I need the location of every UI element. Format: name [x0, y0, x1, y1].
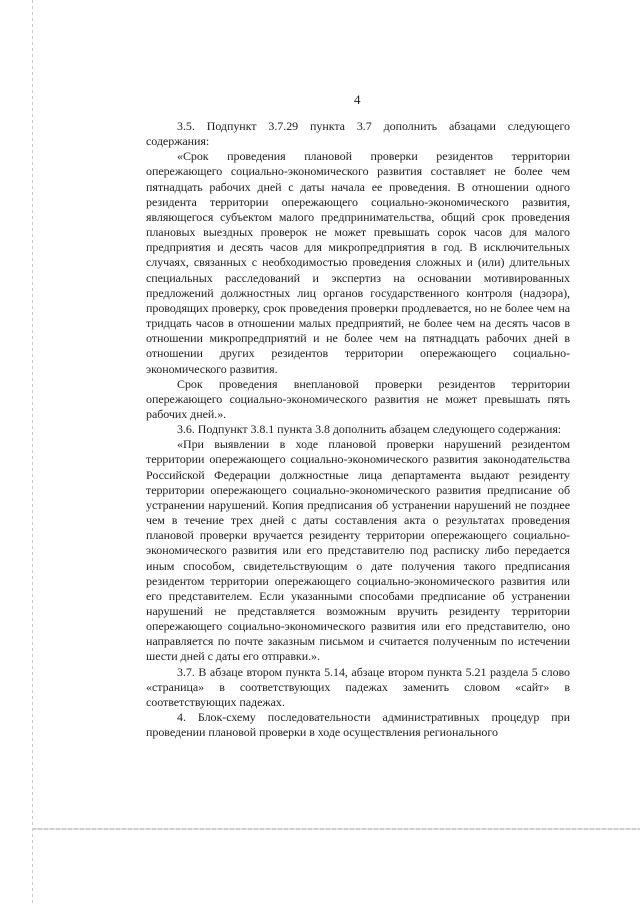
- paragraph-3-5: 3.5. Подпункт 3.7.29 пункта 3.7 дополнить абзацами следующего содержания:: [146, 119, 570, 149]
- scan-bottom-edge: [32, 828, 640, 830]
- paragraph-3-7: 3.7. В абзаце втором пункта 5.14, абзаце втором пункта 5.21 раздела 5 слово «страница» в соответствующих падежах заменить словом «сайт» в соответствующих падежах.: [146, 664, 570, 709]
- scan-left-edge: [32, 0, 33, 905]
- paragraph-planned-inspection-term: «Срок проведения плановой проверки резидентов территории опережающего социально-экономического развития составляет не более чем пятнадцать рабочих дней с даты начала ее проведения. В отношении одного резидента территории опережающего социально-экономического развития, являющегося субъектом малого предпринимательства, общий срок проведения плановых выездных проверок не может превышать сорок часов для малого предприятия и десять часов для микропредприятия в год. В исключительных случаях, связанных с необходимостью проведения сложных и (или) длительных специальных расследований и экспертиз на основании мотивированных предложений должностных лиц органов государственного контроля (надзора), проводящих проверку, срок проведения проверки продлевается, но не более чем на тридцать часов в отношении малых предприятий, не более чем на десять часов в отношении микропредприятий и не более чем на пятнадцать рабочих дней в отношении других резидентов территории опережающего социально-экономического развития.: [146, 149, 570, 376]
- document-body: [146, 119, 570, 740]
- paragraph-4: 4. Блок-схему последовательности административных процедур при проведении плановой проверки в ходе осуществления регионального: [146, 710, 570, 740]
- paragraph-unplanned-inspection-term: Срок проведения внеплановой проверки резидентов территории опережающего социально-экономического развития не может превышать пять рабочих дней.».: [146, 376, 570, 421]
- page-number: 4: [354, 92, 361, 107]
- paragraph-violation-order: «При выявлении в ходе плановой проверки нарушений резидентом территории опережающего социально-экономического развития законодательства Российской Федерации должностные лица департамента выдают резиденту территории опережающего социально-экономического развития предписание об устранении нарушений. Копия предписания об устранении нарушений не позднее чем в течение трех дней с даты составления акта о результатах проведения плановой проверки вручается резиденту территории опережающего социально-экономического развития или его представителю под расписку либо передается иным способом, свидетельствующим о дате получения такого предписания резидентом территории опережающего социально-экономического развития или его представителем. Если указанными способами предписание об устранении нарушений не представляется возможным вручить резиденту территории опережающего социально-экономического развития или его представителю, оно направляется по почте заказным письмом и считается полученным по истечении шести дней с даты его отправки.».: [146, 437, 570, 664]
- paragraph-3-6: 3.6. Подпункт 3.8.1 пункта 3.8 дополнить абзацем следующего содержания:: [177, 422, 562, 437]
